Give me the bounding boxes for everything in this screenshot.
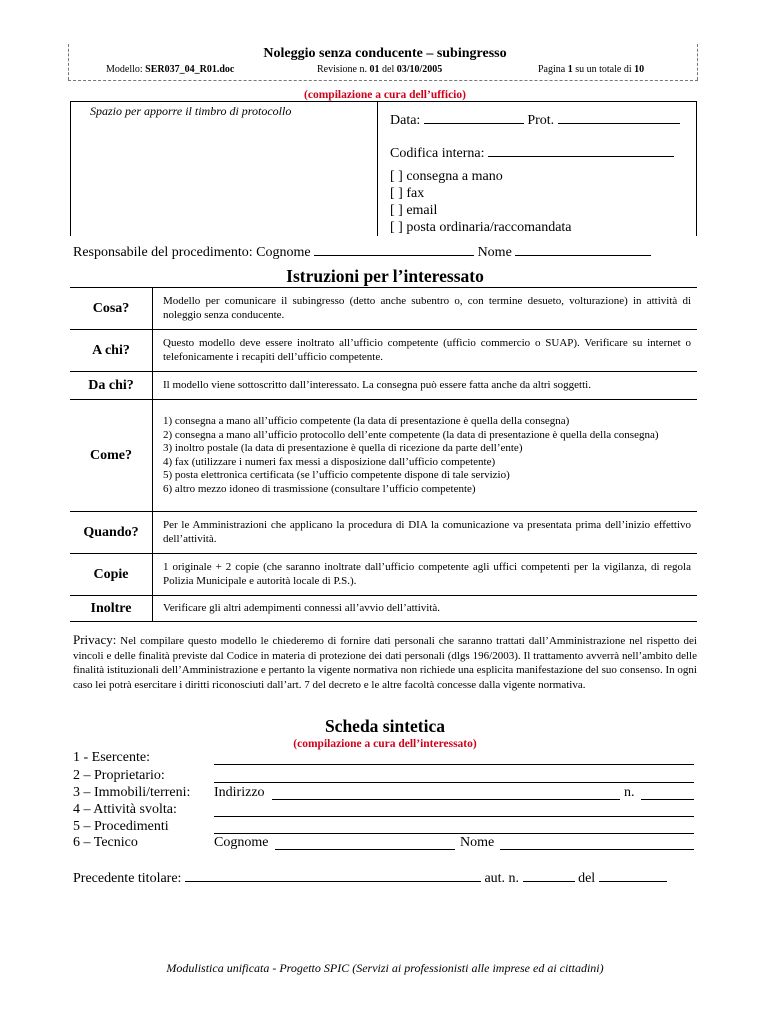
question-cell: Inoltre — [70, 596, 153, 622]
revisione-info — [317, 64, 442, 75]
footer: Modulistica unificata - Progetto SPIC (Servizi ai professionisti alle imprese ed ai cittadini) — [166, 961, 604, 975]
responsabile-label: Responsabile del procedimento: Cognome — [73, 245, 311, 260]
responsabile-row — [73, 243, 651, 261]
codifica-label: Codifica interna: — [390, 146, 485, 161]
modello-label: Modello: — [106, 64, 143, 75]
prot-label: Prot. — [527, 113, 555, 128]
table-row — [70, 554, 697, 596]
question-cell: Copie — [70, 554, 153, 596]
data-prot-row — [390, 111, 680, 129]
revisione-date: 03/10/2005 — [396, 64, 443, 75]
totale-value: 10 — [634, 64, 645, 75]
aut-label: aut. n. — [484, 871, 520, 886]
question-cell: A chi? — [70, 330, 153, 372]
precedente-field[interactable] — [185, 869, 481, 882]
answer-cell — [153, 400, 698, 512]
data-field[interactable] — [424, 111, 524, 124]
data-label: Data: — [390, 113, 421, 128]
privacy-notice — [73, 633, 697, 692]
office-section-title: (compilazione a cura dell’ufficio) — [304, 89, 466, 101]
aut-field[interactable] — [523, 869, 575, 882]
precedente-label: Precedente titolare: — [73, 871, 182, 886]
scheda-subtitle: (compilazione a cura dell’interessato) — [293, 738, 477, 750]
proprietario-label: 2 – Proprietario: — [73, 768, 165, 783]
list-item: 3) inoltro postale (la data di presentazione è quella di ricezione da parte dell’ente) — [163, 442, 523, 454]
answer-cell: Il modello viene sottoscritto dall’interessato. La consegna può essere fatta anche da altri soggetti. — [153, 372, 698, 400]
revisione-value: 01 — [369, 64, 380, 75]
question-cell: Da chi? — [70, 372, 153, 400]
answer-cell: 1 originale + 2 copie (che saranno inoltrate dall’ufficio competente agli uffici competenti per la vigilanza, di regola Polizia Municipale e autorità locale di P.S.). — [153, 554, 698, 596]
indirizzo-field[interactable] — [272, 798, 620, 800]
question-cell: Come? — [70, 400, 153, 512]
office-box-divider — [377, 101, 378, 236]
table-row — [70, 372, 697, 400]
option-email[interactable]: [ ] email — [390, 203, 438, 218]
indirizzo-label: Indirizzo — [214, 785, 265, 800]
option-consegna-mano[interactable]: [ ] consegna a mano — [390, 169, 503, 184]
aut-date-field[interactable] — [599, 869, 667, 882]
scheda-title: Scheda sintetica — [324, 716, 446, 736]
civico-label: n. — [624, 785, 635, 800]
tecnico-label: 6 – Tecnico — [73, 835, 138, 850]
list-item: 6) altro mezzo idoneo di trasmissione (consultare l’ufficio competente) — [163, 482, 476, 495]
codifica-field[interactable] — [488, 144, 674, 157]
list-item: 5) posta elettronica certificata (se l’ufficio competente dispone di tale servizio) — [163, 469, 510, 481]
list-item: 2) consegna a mano all’ufficio protocollo dell’ente competente (la data di presentazione è quella della consegna) — [163, 428, 659, 441]
revisione-label: Revisione n. — [317, 64, 367, 75]
civico-field[interactable] — [641, 798, 694, 800]
answer-cell: Questo modello deve essere inoltrato all’ufficio competente (ufficio commercio o SUAP). Verificare su internet o telefonicamente i recapiti dell’ufficio competente. — [153, 330, 698, 372]
aut-del-label: del — [578, 871, 596, 886]
procedimenti-label: 5 – Procedimenti — [73, 819, 169, 834]
stamp-area-label: Spazio per apporre il timbro di protocollo — [90, 104, 292, 118]
attivita-label: 4 – Attività svolta: — [73, 802, 177, 817]
tecnico-nome-label: Nome — [460, 835, 495, 850]
question-cell: Quando? — [70, 512, 153, 554]
codifica-row — [390, 144, 674, 162]
procedimenti-field[interactable] — [214, 832, 694, 834]
totale-label: su un totale di — [575, 64, 632, 75]
tecnico-cognome-field[interactable] — [275, 848, 455, 850]
pagina-info — [538, 64, 644, 75]
answer-cell: Modello per comunicare il subingresso (detto anche subentro o, con termine desueto, volturazione) in attività di noleggio senza conducente. — [153, 288, 698, 330]
privacy-text: Nel compilare questo modello le chiederemo di fornire dati personali che saranno trattati dall’Amministrazione nel rispetto dei vincoli e delle finalità previste dal Codice in materia di protezione dei dati personali (dlgs 196/2003). Il trattamento avverrà nell’ambito delle finalità istituzionali dell’Amministrazione e pertanto la vigente normativa non richiede una esplicita manifestazione del suo consenso. In ogni caso lei potrà esercitare i diritti riconosciuti dall’art. 7 del decreto e le altre facoltà concesse dalla vigente normativa. — [73, 635, 697, 691]
answer-cell: Per le Amministrazioni che applicano la procedura di DIA la comunicazione va presentata prima dell’inizio effettivo dell’attività. — [153, 512, 698, 554]
answer-cell: Verificare gli altri adempimenti connessi all’avvio dell’attività. — [153, 596, 698, 622]
tecnico-cognome-label: Cognome — [214, 835, 269, 850]
pagina-label: Pagina — [538, 64, 566, 75]
esercente-field[interactable] — [214, 763, 694, 765]
tecnico-nome-field[interactable] — [500, 848, 694, 850]
privacy-label: Privacy: — [73, 632, 117, 647]
instructions-table — [70, 287, 697, 622]
option-posta[interactable]: [ ] posta ordinaria/raccomandata — [390, 220, 572, 235]
prot-field[interactable] — [558, 111, 680, 124]
modello-value: SER037_04_R01.doc — [145, 64, 235, 75]
header-divider — [68, 80, 698, 81]
table-row — [70, 512, 697, 554]
table-row — [70, 288, 697, 330]
table-row — [70, 596, 697, 622]
esercente-label: 1 - Esercente: — [73, 750, 150, 765]
document-title: Noleggio senza conducente – subingresso — [263, 46, 507, 61]
table-row — [70, 400, 697, 512]
instructions-title: Istruzioni per l’interessato — [286, 266, 484, 286]
pagina-value: 1 — [567, 64, 573, 75]
list-item: 1) consegna a mano all’ufficio competente (la data di presentazione è quella della consegna) — [163, 415, 570, 427]
delivery-options — [390, 168, 572, 236]
immobili-label: 3 – Immobili/terreni: — [73, 785, 191, 800]
responsabile-cognome-field[interactable] — [314, 243, 474, 256]
responsabile-nome-field[interactable] — [515, 243, 651, 256]
modello-info — [106, 64, 234, 75]
proprietario-field[interactable] — [214, 781, 694, 783]
attivita-field[interactable] — [214, 815, 694, 817]
precedente-row — [73, 869, 667, 887]
option-fax[interactable]: [ ] fax — [390, 186, 425, 201]
list-item: 4) fax (utilizzare i numeri fax messi a disposizione dall’ufficio competente) — [163, 455, 496, 468]
responsabile-nome-label: Nome — [477, 245, 512, 260]
question-cell: Cosa? — [70, 288, 153, 330]
table-row — [70, 330, 697, 372]
del-label: del — [382, 64, 395, 75]
